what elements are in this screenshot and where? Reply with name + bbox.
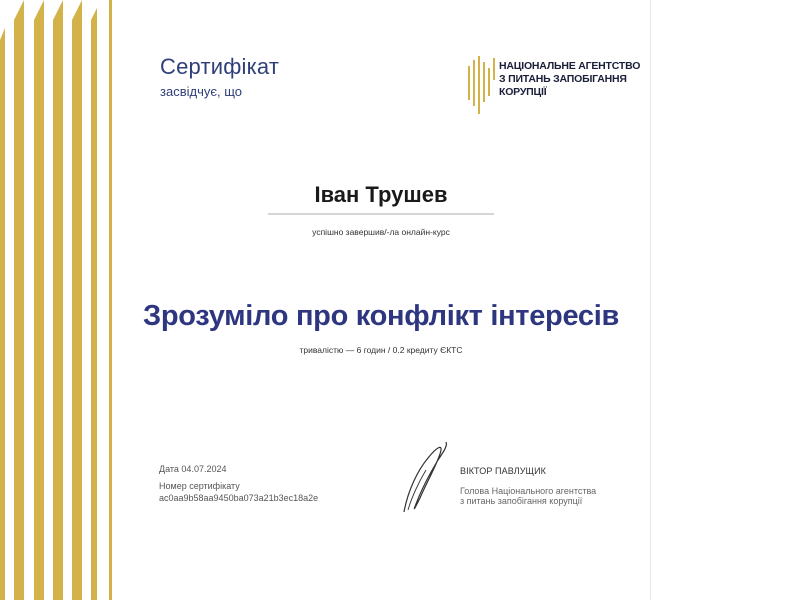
completed-text: успішно завершив/-ла онлайн-курс (312, 227, 450, 237)
certificate-subtitle: засвідчує, що (160, 84, 242, 99)
signer-block (460, 466, 596, 506)
recipient-name: Іван Трушев (314, 182, 448, 207)
signer-role-line1: Голова Національного агентства (460, 486, 597, 496)
certificate-title: Сертифікат (160, 54, 280, 79)
nazk-logo-text (499, 60, 640, 99)
course-duration: тривалістю — 6 годин / 0.2 кредиту ЄКТС (299, 345, 463, 355)
certificate-number-label: Номер сертифікату (159, 481, 240, 491)
certificate-meta (159, 463, 318, 504)
certificate-header (160, 54, 279, 99)
certificate-number: ac0aa9b58aa9450ba073a21b3ec18a2e (159, 493, 319, 503)
page-edge (650, 0, 651, 600)
certificate-date: Дата 04.07.2024 (159, 464, 227, 474)
signer-name: ВІКТОР ПАВЛУЩИК (460, 466, 546, 476)
logo-text: НАЦІОНАЛЬНЕ АГЕНТСТВО З ПИТАНЬ ЗАПОБІГАННЯ КОРУПЦІЇ (499, 60, 641, 98)
decorative-stripes (0, 0, 115, 600)
signer-role-line2: з питань запобігання корупції (460, 496, 583, 506)
course-title: Зрозуміло про конфлікт інтересів (142, 300, 620, 332)
recipient-underline (268, 213, 494, 215)
signature-icon (398, 440, 454, 516)
